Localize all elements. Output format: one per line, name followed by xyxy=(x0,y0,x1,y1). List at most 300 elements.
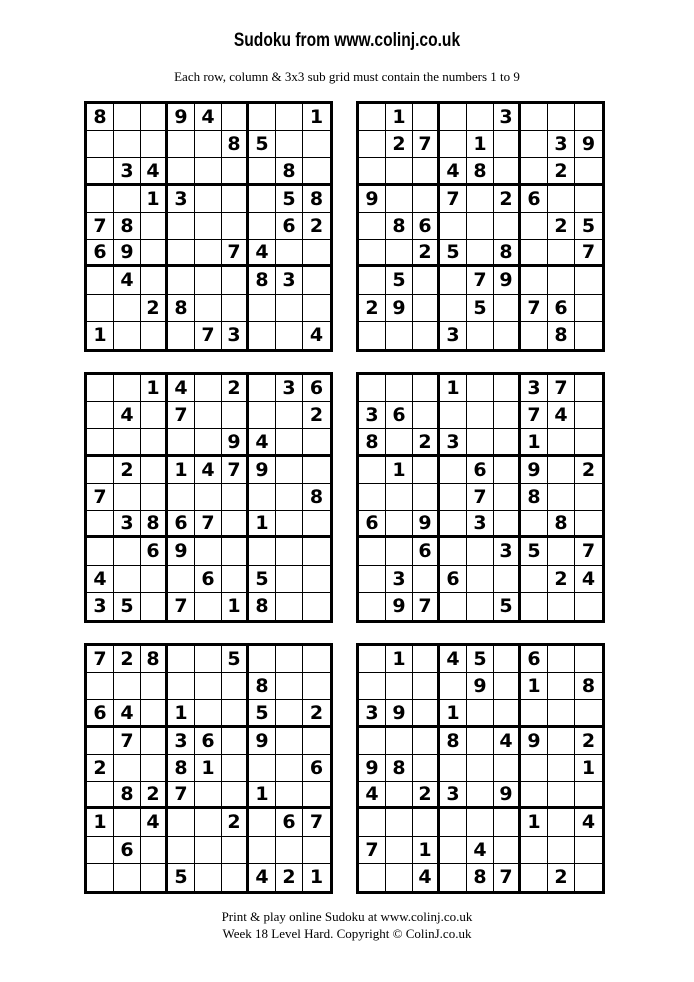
sudoku-cell xyxy=(440,593,467,620)
sudoku-cell xyxy=(87,429,114,456)
sudoku-grid-5 xyxy=(84,643,333,894)
sudoku-cell xyxy=(87,158,114,185)
sudoku-cell: 4 xyxy=(249,429,276,456)
sudoku-cell: 2 xyxy=(494,186,521,213)
sudoku-cell: 8 xyxy=(114,213,141,240)
sudoku-cell xyxy=(141,484,168,511)
sudoku-cell xyxy=(413,375,440,402)
sudoku-cell: 1 xyxy=(168,457,195,484)
sudoku-cell: 1 xyxy=(222,593,249,620)
sudoku-cell xyxy=(168,240,195,267)
sudoku-cell xyxy=(413,457,440,484)
sudoku-cell xyxy=(521,267,548,294)
sudoku-cell xyxy=(168,646,195,673)
sudoku-cell xyxy=(575,511,602,538)
sudoku-cell xyxy=(548,782,575,809)
sudoku-cell: 7 xyxy=(168,402,195,429)
sudoku-cell: 1 xyxy=(87,809,114,836)
sudoku-cell xyxy=(575,837,602,864)
sudoku-cell xyxy=(249,158,276,185)
sudoku-cell xyxy=(467,402,494,429)
sudoku-cell xyxy=(249,322,276,349)
sudoku-cell: 1 xyxy=(141,375,168,402)
sudoku-cell xyxy=(386,484,413,511)
sudoku-cell xyxy=(195,673,222,700)
sudoku-cell: 2 xyxy=(575,728,602,755)
sudoku-cell: 1 xyxy=(141,186,168,213)
sudoku-cell: 2 xyxy=(87,755,114,782)
sudoku-cell xyxy=(359,673,386,700)
sudoku-cell: 4 xyxy=(440,646,467,673)
sudoku-cell xyxy=(303,566,330,593)
sudoku-cell xyxy=(386,673,413,700)
sudoku-cell xyxy=(222,837,249,864)
sudoku-cell: 6 xyxy=(303,755,330,782)
sudoku-cell xyxy=(575,104,602,131)
sudoku-cell xyxy=(413,566,440,593)
sudoku-cell xyxy=(548,457,575,484)
sudoku-cell xyxy=(359,213,386,240)
sudoku-cell xyxy=(467,104,494,131)
sudoku-cell: 3 xyxy=(494,104,521,131)
sudoku-cell xyxy=(249,104,276,131)
sudoku-cell xyxy=(386,186,413,213)
sudoku-cell xyxy=(440,104,467,131)
sudoku-cell: 8 xyxy=(494,240,521,267)
sudoku-cell xyxy=(114,375,141,402)
sudoku-cell: 5 xyxy=(222,646,249,673)
sudoku-cell: 6 xyxy=(386,402,413,429)
sudoku-cell xyxy=(195,837,222,864)
sudoku-cell xyxy=(276,728,303,755)
sudoku-cell: 4 xyxy=(114,267,141,294)
sudoku-cell xyxy=(467,429,494,456)
sudoku-cell xyxy=(303,673,330,700)
sudoku-cell: 8 xyxy=(249,267,276,294)
sudoku-cell xyxy=(303,240,330,267)
sudoku-cell xyxy=(114,484,141,511)
sudoku-cell: 3 xyxy=(168,186,195,213)
sudoku-cell xyxy=(359,864,386,891)
sudoku-cell xyxy=(222,402,249,429)
sudoku-cell: 8 xyxy=(548,322,575,349)
sudoku-cell xyxy=(413,322,440,349)
sudoku-cell: 9 xyxy=(359,186,386,213)
sudoku-cell xyxy=(195,429,222,456)
sudoku-cell: 7 xyxy=(494,864,521,891)
sudoku-cell xyxy=(467,782,494,809)
sudoku-cell xyxy=(575,402,602,429)
sudoku-cell: 4 xyxy=(413,864,440,891)
sudoku-cell xyxy=(575,186,602,213)
sudoku-cell: 5 xyxy=(168,864,195,891)
sudoku-cell: 4 xyxy=(141,158,168,185)
sudoku-cell xyxy=(548,728,575,755)
sudoku-cell: 9 xyxy=(249,457,276,484)
sudoku-cell: 4 xyxy=(195,104,222,131)
sudoku-cell xyxy=(440,457,467,484)
sudoku-cell: 5 xyxy=(467,295,494,322)
sudoku-cell: 3 xyxy=(114,511,141,538)
sudoku-cell xyxy=(303,131,330,158)
sudoku-cell xyxy=(87,402,114,429)
sudoku-cell xyxy=(222,538,249,565)
sudoku-cell xyxy=(222,728,249,755)
sudoku-cell: 3 xyxy=(359,402,386,429)
sudoku-cell xyxy=(87,538,114,565)
sudoku-cell xyxy=(494,837,521,864)
sudoku-cell xyxy=(195,782,222,809)
sudoku-cell xyxy=(494,809,521,836)
sudoku-cell: 6 xyxy=(87,240,114,267)
sudoku-cell xyxy=(249,186,276,213)
sudoku-cell xyxy=(276,566,303,593)
sudoku-cell: 1 xyxy=(440,700,467,727)
sudoku-cell xyxy=(440,837,467,864)
sudoku-cell xyxy=(440,755,467,782)
sudoku-cell xyxy=(141,728,168,755)
sudoku-cell xyxy=(168,131,195,158)
sudoku-cell xyxy=(303,593,330,620)
sudoku-cell xyxy=(168,213,195,240)
sudoku-cell xyxy=(467,593,494,620)
sudoku-cell xyxy=(195,295,222,322)
sudoku-cell: 5 xyxy=(276,186,303,213)
sudoku-cell xyxy=(276,673,303,700)
sudoku-cell xyxy=(359,104,386,131)
sudoku-cell xyxy=(87,673,114,700)
sudoku-cell: 6 xyxy=(303,375,330,402)
sudoku-cell xyxy=(276,593,303,620)
sudoku-cell xyxy=(413,402,440,429)
sudoku-cell xyxy=(195,131,222,158)
sudoku-cell: 7 xyxy=(413,593,440,620)
sudoku-cell xyxy=(548,484,575,511)
sudoku-cell xyxy=(494,511,521,538)
sudoku-cell xyxy=(303,538,330,565)
sudoku-cell xyxy=(548,104,575,131)
sudoku-cell xyxy=(249,809,276,836)
sudoku-cell xyxy=(494,402,521,429)
sudoku-cell: 2 xyxy=(303,402,330,429)
sudoku-cell: 1 xyxy=(386,457,413,484)
sudoku-cell: 7 xyxy=(87,484,114,511)
sudoku-cell: 8 xyxy=(548,511,575,538)
sudoku-cell: 1 xyxy=(575,755,602,782)
sudoku-cell xyxy=(521,864,548,891)
sudoku-cell: 4 xyxy=(114,402,141,429)
sudoku-cell xyxy=(359,267,386,294)
sudoku-cell xyxy=(114,566,141,593)
sudoku-cell xyxy=(114,673,141,700)
sudoku-cell xyxy=(548,809,575,836)
sudoku-cell xyxy=(413,728,440,755)
sudoku-cell xyxy=(141,240,168,267)
sudoku-cell xyxy=(386,240,413,267)
sudoku-cell: 6 xyxy=(521,646,548,673)
sudoku-cell: 3 xyxy=(548,131,575,158)
sudoku-cell: 9 xyxy=(222,429,249,456)
sudoku-cell xyxy=(303,429,330,456)
sudoku-cell xyxy=(195,864,222,891)
sudoku-cell xyxy=(467,566,494,593)
sudoku-cell xyxy=(467,755,494,782)
sudoku-cell: 2 xyxy=(413,429,440,456)
sudoku-cell xyxy=(548,646,575,673)
sudoku-cell: 4 xyxy=(467,837,494,864)
sudoku-cell xyxy=(303,782,330,809)
sudoku-cell xyxy=(440,673,467,700)
sudoku-cell xyxy=(141,429,168,456)
sudoku-cell xyxy=(521,755,548,782)
sudoku-cell xyxy=(494,484,521,511)
sudoku-cell: 4 xyxy=(141,809,168,836)
sudoku-cell xyxy=(440,402,467,429)
sudoku-cell: 1 xyxy=(249,782,276,809)
sudoku-cell: 2 xyxy=(413,240,440,267)
sudoku-cell xyxy=(413,484,440,511)
sudoku-cell xyxy=(141,267,168,294)
sudoku-cell xyxy=(168,429,195,456)
sudoku-cell xyxy=(575,646,602,673)
sudoku-cell: 6 xyxy=(467,457,494,484)
sudoku-cell xyxy=(413,809,440,836)
sudoku-cell: 1 xyxy=(386,646,413,673)
sudoku-cell xyxy=(575,295,602,322)
sudoku-cell xyxy=(467,186,494,213)
sudoku-cell xyxy=(249,646,276,673)
sudoku-cell xyxy=(114,864,141,891)
sudoku-cell xyxy=(195,700,222,727)
sudoku-cell xyxy=(386,728,413,755)
sudoku-cell xyxy=(548,700,575,727)
sudoku-cell xyxy=(440,809,467,836)
sudoku-cell: 4 xyxy=(359,782,386,809)
sudoku-cell: 2 xyxy=(276,864,303,891)
sudoku-cell: 5 xyxy=(467,646,494,673)
sudoku-cell xyxy=(413,673,440,700)
sudoku-cell xyxy=(168,809,195,836)
sudoku-cell xyxy=(359,457,386,484)
sudoku-grid-3 xyxy=(84,372,333,623)
sudoku-cell: 3 xyxy=(276,375,303,402)
sudoku-cell xyxy=(141,700,168,727)
sudoku-cell: 7 xyxy=(87,213,114,240)
sudoku-cell xyxy=(494,700,521,727)
sudoku-cell: 4 xyxy=(309,324,324,347)
sudoku-cell xyxy=(222,755,249,782)
sudoku-cell: 4 xyxy=(494,728,521,755)
footer-line-1: Print & play online Sudoku at www.colinj.co.uk xyxy=(221,909,473,924)
sudoku-cell: 3 xyxy=(521,375,548,402)
sudoku-cell: 7 xyxy=(195,322,222,349)
sudoku-cell xyxy=(494,755,521,782)
sudoku-cell xyxy=(303,457,330,484)
sudoku-cell xyxy=(386,538,413,565)
sudoku-cell xyxy=(195,646,222,673)
sudoku-cell xyxy=(575,484,602,511)
sudoku-cell xyxy=(87,511,114,538)
sudoku-cell: 5 xyxy=(521,538,548,565)
sudoku-cell: 3 xyxy=(114,158,141,185)
sudoku-cell: 8 xyxy=(467,864,494,891)
sudoku-cell: 8 xyxy=(168,295,195,322)
sudoku-cell: 9 xyxy=(494,267,521,294)
sudoku-cell xyxy=(276,240,303,267)
sudoku-cell: 7 xyxy=(521,295,548,322)
sudoku-cell: 9 xyxy=(413,511,440,538)
sudoku-cell xyxy=(114,104,141,131)
sudoku-cell xyxy=(114,538,141,565)
sudoku-cell: 9 xyxy=(386,700,413,727)
sudoku-cell xyxy=(494,131,521,158)
sudoku-cell xyxy=(413,158,440,185)
sudoku-cell xyxy=(276,511,303,538)
sudoku-cell xyxy=(195,186,222,213)
sudoku-cell: 8 xyxy=(467,158,494,185)
sudoku-cell xyxy=(276,782,303,809)
sudoku-cell: 8 xyxy=(521,484,548,511)
sudoku-cell: 7 xyxy=(548,375,575,402)
sudoku-cell xyxy=(359,131,386,158)
sudoku-cell xyxy=(467,375,494,402)
sudoku-cell: 7 xyxy=(168,593,195,620)
sudoku-cell xyxy=(386,322,413,349)
sudoku-cell: 9 xyxy=(521,457,548,484)
sudoku-cell: 6 xyxy=(195,728,222,755)
sudoku-cell: 5 xyxy=(575,213,602,240)
sudoku-cell: 1 xyxy=(195,755,222,782)
sudoku-cell xyxy=(249,484,276,511)
sudoku-cell xyxy=(141,131,168,158)
sudoku-cell xyxy=(521,837,548,864)
sudoku-cell xyxy=(276,484,303,511)
sudoku-cell xyxy=(386,864,413,891)
sudoku-cell: 3 xyxy=(494,538,521,565)
sudoku-cell xyxy=(141,864,168,891)
sudoku-cell xyxy=(440,864,467,891)
sudoku-cell xyxy=(494,322,521,349)
sudoku-cell xyxy=(303,267,330,294)
sudoku-cell xyxy=(141,104,168,131)
sudoku-cell: 8 xyxy=(141,646,168,673)
sudoku-cell: 6 xyxy=(440,566,467,593)
sudoku-cell: 9 xyxy=(494,782,521,809)
sudoku-cell: 3 xyxy=(467,511,494,538)
sudoku-cell: 8 xyxy=(359,429,386,456)
sudoku-cell: 6 xyxy=(276,213,303,240)
sudoku-cell xyxy=(494,646,521,673)
sudoku-cell xyxy=(440,213,467,240)
sudoku-cell: 8 xyxy=(386,213,413,240)
sudoku-cell xyxy=(222,484,249,511)
sudoku-cell xyxy=(575,267,602,294)
sudoku-cell: 6 xyxy=(114,837,141,864)
sudoku-cell xyxy=(195,593,222,620)
sudoku-cell xyxy=(413,295,440,322)
sudoku-cell: 8 xyxy=(575,673,602,700)
sudoku-cell: 1 xyxy=(386,104,413,131)
sudoku-cell: 6 xyxy=(548,295,575,322)
sudoku-cell xyxy=(87,267,114,294)
sudoku-cell xyxy=(575,322,602,349)
sudoku-cell xyxy=(548,267,575,294)
sudoku-cell xyxy=(494,295,521,322)
sudoku-cell: 1 xyxy=(467,131,494,158)
sudoku-cell: 3 xyxy=(276,267,303,294)
sudoku-cell: 6 xyxy=(359,511,386,538)
sudoku-cell xyxy=(386,809,413,836)
sudoku-cell xyxy=(440,295,467,322)
sudoku-cell xyxy=(494,673,521,700)
sudoku-cell xyxy=(413,186,440,213)
sudoku-grid-4 xyxy=(356,372,605,623)
sudoku-cell: 6 xyxy=(168,511,195,538)
sudoku-cell xyxy=(359,593,386,620)
sudoku-cell xyxy=(494,429,521,456)
sudoku-cell: 2 xyxy=(222,809,249,836)
sudoku-cell xyxy=(276,104,303,131)
sudoku-cell xyxy=(303,728,330,755)
sudoku-cell: 8 xyxy=(168,755,195,782)
sudoku-cell xyxy=(87,864,114,891)
sudoku-cell xyxy=(575,593,602,620)
sudoku-cell: 6 xyxy=(521,186,548,213)
sudoku-cell: 1 xyxy=(249,511,276,538)
sudoku-cell xyxy=(467,538,494,565)
sudoku-cell: 9 xyxy=(168,104,195,131)
sudoku-cell xyxy=(114,429,141,456)
sudoku-cell xyxy=(141,322,168,349)
sudoku-cell: 2 xyxy=(359,295,386,322)
sudoku-cell xyxy=(548,593,575,620)
sudoku-cell xyxy=(440,511,467,538)
sudoku-cell xyxy=(440,538,467,565)
sudoku-cell: 1 xyxy=(87,322,114,349)
sudoku-cell xyxy=(575,429,602,456)
sudoku-cell xyxy=(467,728,494,755)
sudoku-cell xyxy=(168,158,195,185)
sudoku-cell: 4 xyxy=(548,402,575,429)
sudoku-cell xyxy=(276,700,303,727)
sudoku-cell: 4 xyxy=(114,700,141,727)
sudoku-cell xyxy=(114,131,141,158)
sudoku-cell xyxy=(467,240,494,267)
sudoku-cell: 4 xyxy=(195,457,222,484)
sudoku-cell xyxy=(87,186,114,213)
sudoku-cell xyxy=(249,375,276,402)
sudoku-cell xyxy=(87,295,114,322)
sudoku-cell: 8 xyxy=(249,593,276,620)
sudoku-cell xyxy=(222,158,249,185)
sudoku-cell xyxy=(276,457,303,484)
sudoku-cell xyxy=(222,511,249,538)
sudoku-cell: 5 xyxy=(386,267,413,294)
sudoku-cell xyxy=(303,295,330,322)
sudoku-cell: 3 xyxy=(168,728,195,755)
sudoku-cell: 3 xyxy=(440,322,467,349)
sudoku-cell xyxy=(249,213,276,240)
sudoku-cell xyxy=(548,186,575,213)
sudoku-cell xyxy=(548,673,575,700)
sudoku-cell xyxy=(359,538,386,565)
sudoku-cell xyxy=(521,566,548,593)
sudoku-cell xyxy=(141,402,168,429)
sudoku-cell: 6 xyxy=(276,809,303,836)
sudoku-cell xyxy=(87,837,114,864)
sudoku-cell: 8 xyxy=(222,131,249,158)
sudoku-cell: 9 xyxy=(467,673,494,700)
